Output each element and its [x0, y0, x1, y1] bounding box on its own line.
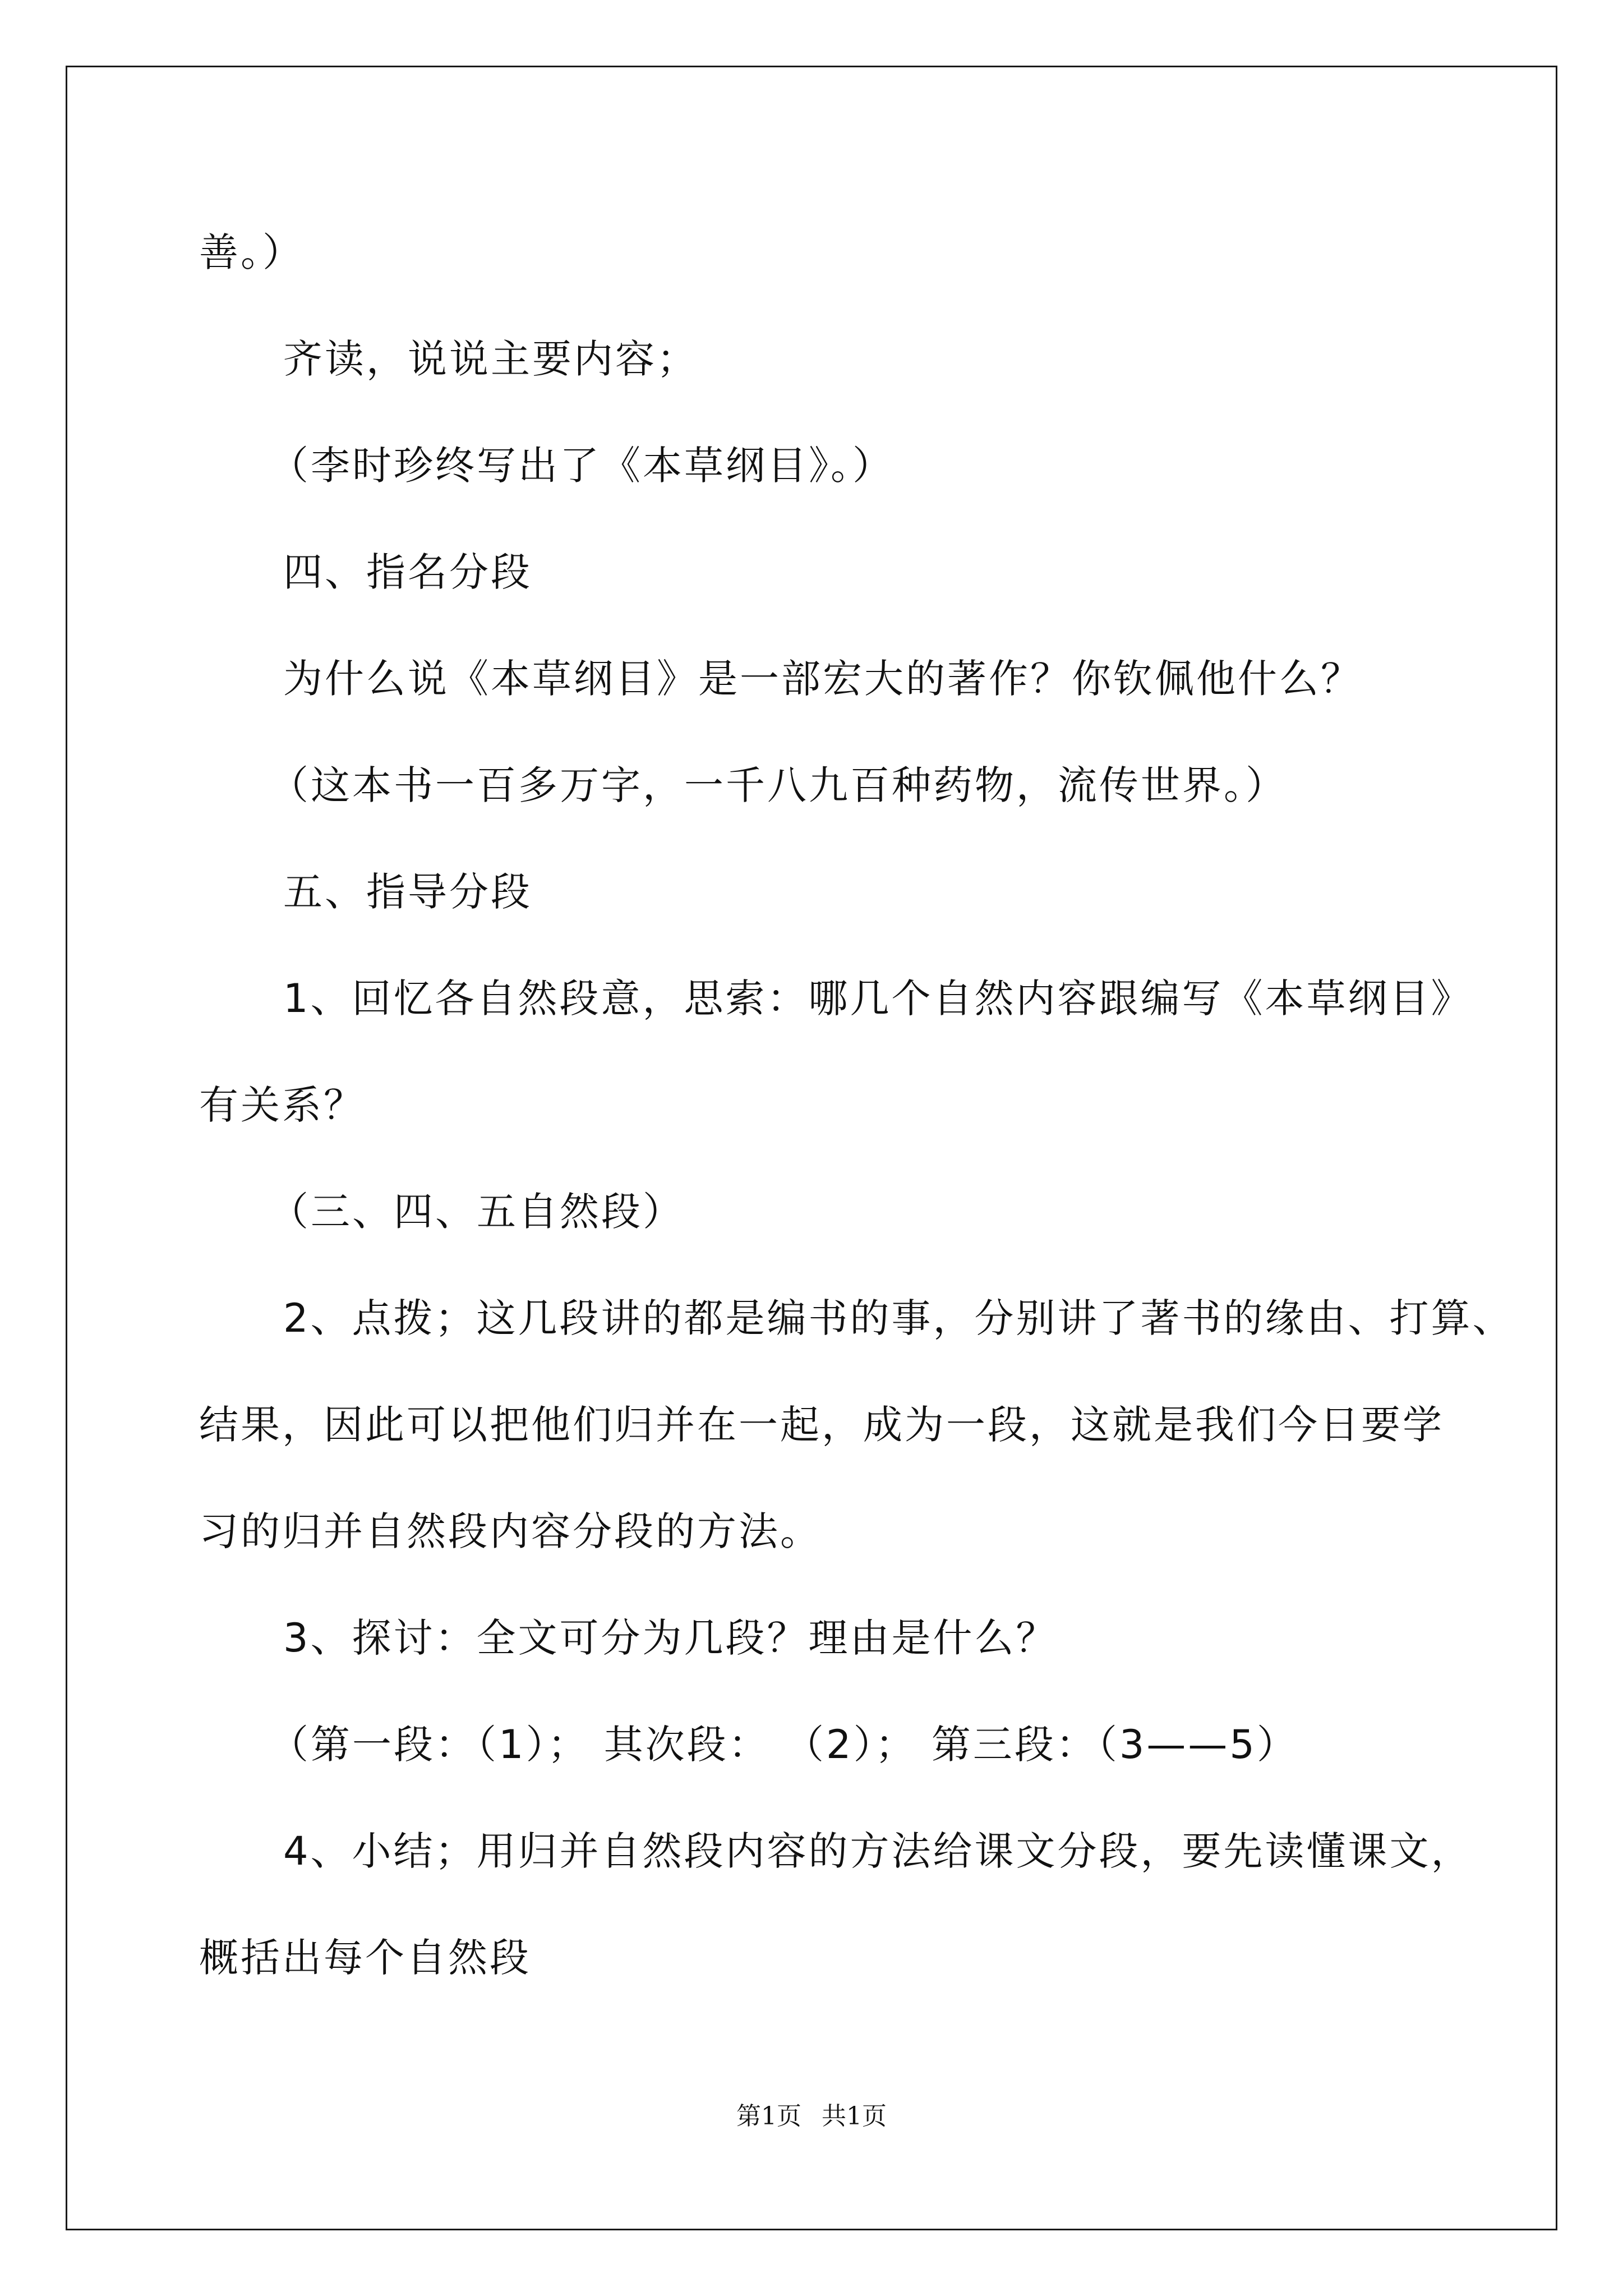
section-heading-5: 五、指导分段: [283, 869, 532, 915]
text-line-1: 善。）: [199, 229, 304, 275]
section-heading-4: 四、指名分段: [283, 549, 532, 595]
text-line-17: 概括出每个自然段: [199, 1935, 531, 1981]
text-line-14: 3、探讨：全文可分为几段？理由是什么？: [283, 1615, 1058, 1661]
text-line-5: 为什么说《本草纲目》是一部宏大的著作？你钦佩他什么？: [283, 656, 1362, 702]
text-line-3: （李时珍终写出了《本草纲目》。）: [269, 443, 894, 489]
text-line-8: 1、回忆各自然段意，思索：哪几个自然内容跟编写《本草纲目》: [283, 976, 1473, 1022]
text-line-6: （这本书一百多万字，一千八九百种药物，流传世界。）: [269, 762, 1287, 808]
page-border: [66, 66, 1557, 2230]
text-line-11: 2、点拨；这几段讲的都是编书的事，分别讲了著书的缘由、打算、: [283, 1295, 1514, 1341]
text-line-16: 4、小结；用归并自然段内容的方法给课文分段，要先读懂课文，: [283, 1828, 1473, 1874]
text-line-13: 习的归并自然段内容分段的方法。: [199, 1508, 822, 1554]
text-line-10: （三、四、五自然段）: [269, 1189, 684, 1235]
page-number-total: 共1页: [822, 2102, 887, 2131]
text-line-15: （第一段：（1）； 其次段： （2）； 第三段：（3——5）: [269, 1722, 1298, 1768]
text-line-2: 齐读，说说主要内容；: [283, 336, 698, 382]
page-footer: [0, 2101, 1623, 2132]
page-number-current: 第1页: [736, 2102, 801, 2131]
text-line-9: 有关系？: [199, 1082, 365, 1128]
text-line-12: 结果，因此可以把他们归并在一起，成为一段，这就是我们今日要学: [199, 1402, 1444, 1448]
